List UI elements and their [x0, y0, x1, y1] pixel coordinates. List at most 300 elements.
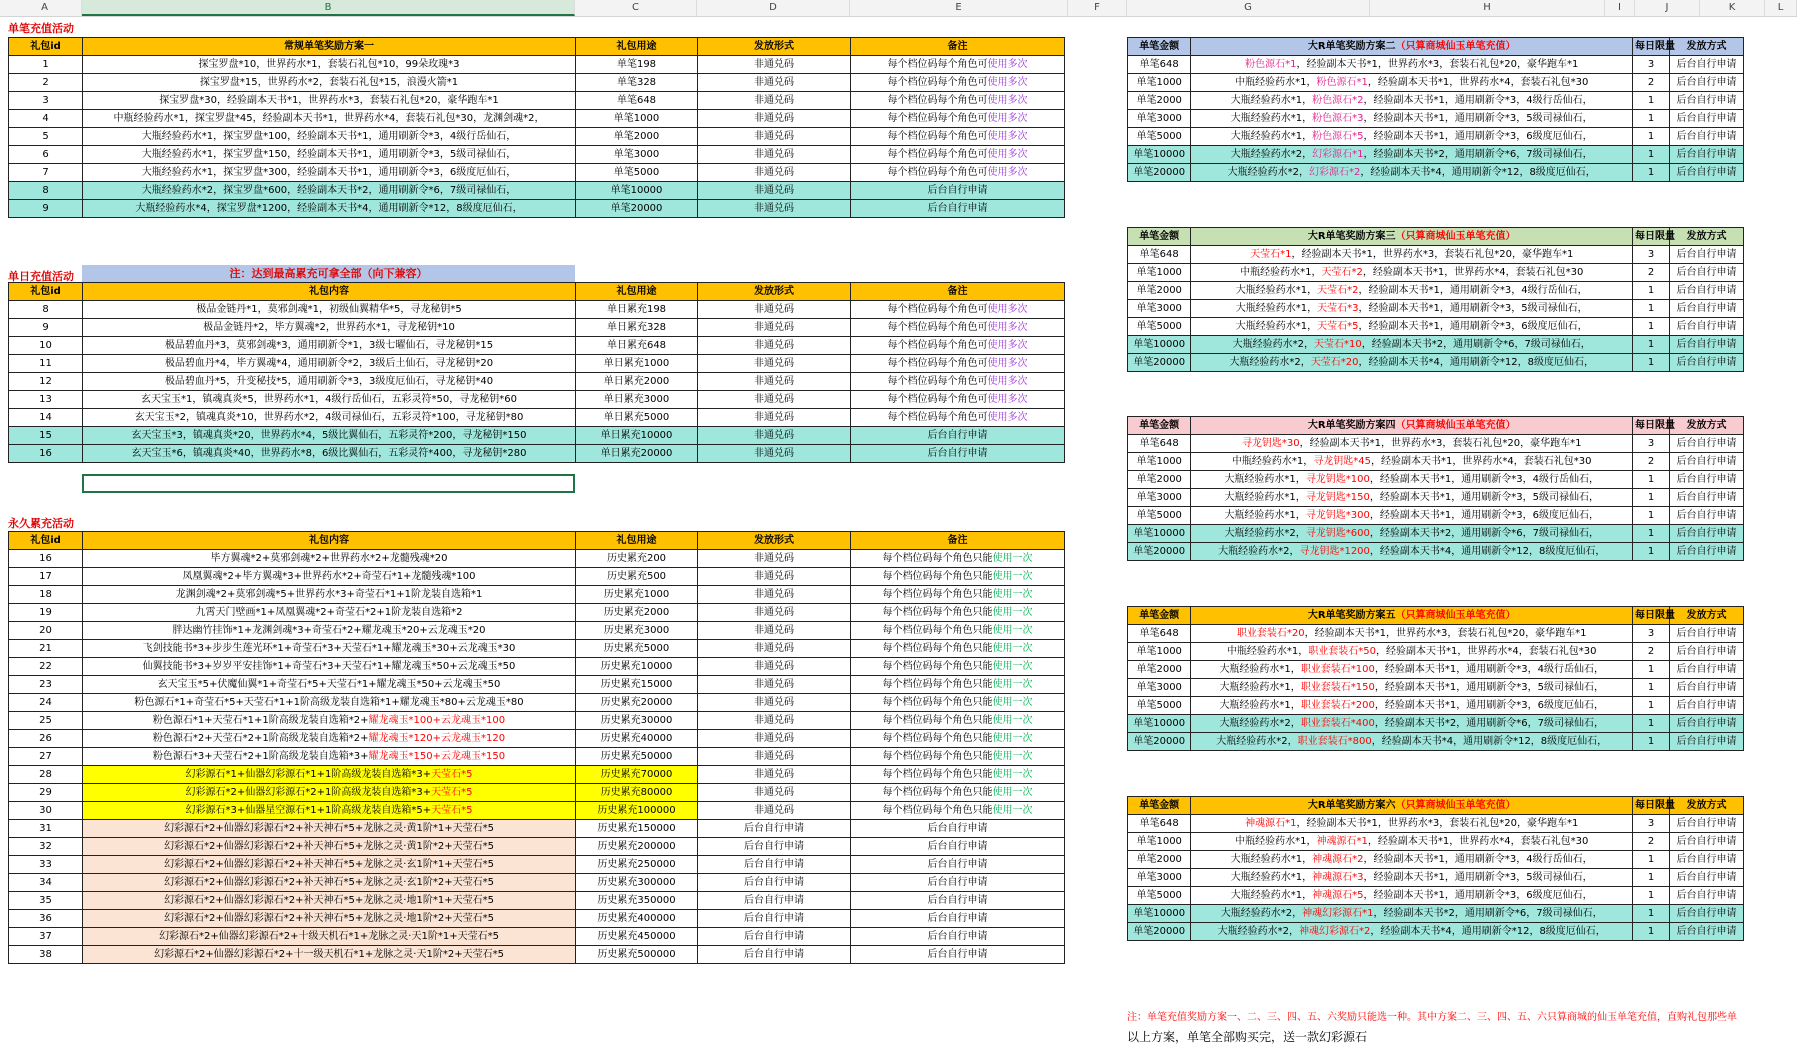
row-use[interactable] — [576, 74, 698, 92]
plan-limit[interactable] — [1633, 246, 1670, 264]
row-use[interactable] — [576, 658, 698, 676]
row-note[interactable] — [851, 128, 1065, 146]
row-note[interactable] — [851, 146, 1065, 164]
plan-header-amount[interactable] — [1128, 607, 1191, 625]
plan-limit[interactable] — [1633, 887, 1670, 905]
plan-method[interactable] — [1670, 489, 1744, 507]
row-note[interactable] — [851, 110, 1065, 128]
row-note[interactable] — [851, 200, 1065, 218]
plan-content[interactable] — [1191, 887, 1633, 905]
plan-amount[interactable] — [1128, 679, 1191, 697]
plan-limit[interactable] — [1633, 833, 1670, 851]
column-header-K[interactable]: K — [1700, 0, 1765, 16]
column-header-F[interactable]: F — [1068, 0, 1127, 16]
plan-content[interactable] — [1191, 282, 1633, 300]
daily-charge-table-header-0[interactable] — [9, 283, 83, 301]
row-form[interactable] — [698, 928, 851, 946]
row-form[interactable] — [698, 784, 851, 802]
single-charge-table-header-3[interactable] — [698, 38, 851, 56]
plan-method[interactable] — [1670, 74, 1744, 92]
row-use[interactable] — [576, 838, 698, 856]
row-form[interactable] — [698, 658, 851, 676]
row-note[interactable] — [851, 658, 1065, 676]
plan-content[interactable] — [1191, 164, 1633, 182]
plan-content[interactable] — [1191, 715, 1633, 733]
row-form[interactable] — [698, 838, 851, 856]
plan-content[interactable] — [1191, 56, 1633, 74]
row-content[interactable] — [83, 784, 576, 802]
plan-amount[interactable] — [1128, 146, 1191, 164]
row-id[interactable] — [9, 319, 83, 337]
row-note[interactable] — [851, 892, 1065, 910]
plan-method[interactable] — [1670, 471, 1744, 489]
row-form[interactable] — [698, 110, 851, 128]
plan-amount[interactable] — [1128, 318, 1191, 336]
plan-limit[interactable] — [1633, 300, 1670, 318]
row-use[interactable] — [576, 110, 698, 128]
row-content[interactable] — [83, 658, 576, 676]
plan-method[interactable] — [1670, 264, 1744, 282]
plan-limit[interactable] — [1633, 435, 1670, 453]
column-header-G[interactable]: G — [1127, 0, 1370, 16]
row-note[interactable] — [851, 568, 1065, 586]
plan-header-method[interactable] — [1670, 38, 1744, 56]
plan-header-method[interactable] — [1670, 797, 1744, 815]
plan-amount[interactable] — [1128, 715, 1191, 733]
row-note[interactable] — [851, 910, 1065, 928]
plan-limit[interactable] — [1633, 471, 1670, 489]
row-content[interactable] — [83, 622, 576, 640]
row-use[interactable] — [576, 748, 698, 766]
row-id[interactable] — [9, 146, 83, 164]
row-use[interactable] — [576, 128, 698, 146]
row-note[interactable] — [851, 301, 1065, 319]
row-content[interactable] — [83, 640, 576, 658]
plan-limit[interactable] — [1633, 697, 1670, 715]
row-content[interactable] — [83, 110, 576, 128]
plan-method[interactable] — [1670, 318, 1744, 336]
row-content[interactable] — [83, 337, 576, 355]
column-header-D[interactable]: D — [697, 0, 850, 16]
row-content[interactable] — [83, 568, 576, 586]
row-content[interactable] — [83, 301, 576, 319]
plan-content[interactable] — [1191, 661, 1633, 679]
row-id[interactable] — [9, 730, 83, 748]
plan-content[interactable] — [1191, 697, 1633, 715]
row-id[interactable] — [9, 802, 83, 820]
row-id[interactable] — [9, 748, 83, 766]
plan-amount[interactable] — [1128, 905, 1191, 923]
plan-amount[interactable] — [1128, 815, 1191, 833]
row-use[interactable] — [576, 586, 698, 604]
plan-amount[interactable] — [1128, 625, 1191, 643]
plan-header-amount[interactable] — [1128, 417, 1191, 435]
row-form[interactable] — [698, 200, 851, 218]
row-note[interactable] — [851, 74, 1065, 92]
row-id[interactable] — [9, 622, 83, 640]
plan-header-method[interactable] — [1670, 417, 1744, 435]
plan-method[interactable] — [1670, 679, 1744, 697]
row-use[interactable] — [576, 604, 698, 622]
row-note[interactable] — [851, 694, 1065, 712]
column-header-E[interactable]: E — [850, 0, 1068, 16]
row-use[interactable] — [576, 820, 698, 838]
row-form[interactable] — [698, 182, 851, 200]
row-note[interactable] — [851, 427, 1065, 445]
row-id[interactable] — [9, 928, 83, 946]
plan-content[interactable] — [1191, 923, 1633, 941]
row-content[interactable] — [83, 56, 576, 74]
row-form[interactable] — [698, 946, 851, 964]
plan-header-amount[interactable] — [1128, 38, 1191, 56]
row-use[interactable] — [576, 856, 698, 874]
row-form[interactable] — [698, 373, 851, 391]
row-id[interactable] — [9, 409, 83, 427]
plan-method[interactable] — [1670, 164, 1744, 182]
plan-amount[interactable] — [1128, 282, 1191, 300]
plan-limit[interactable] — [1633, 354, 1670, 372]
plan-limit[interactable] — [1633, 282, 1670, 300]
row-content[interactable] — [83, 586, 576, 604]
plan-limit[interactable] — [1633, 851, 1670, 869]
column-header-H[interactable]: H — [1370, 0, 1605, 16]
plan-method[interactable] — [1670, 92, 1744, 110]
row-form[interactable] — [698, 568, 851, 586]
row-use[interactable] — [576, 92, 698, 110]
row-use[interactable] — [576, 892, 698, 910]
plan-method[interactable] — [1670, 625, 1744, 643]
row-use[interactable] — [576, 802, 698, 820]
plan-content[interactable] — [1191, 525, 1633, 543]
plan-amount[interactable] — [1128, 128, 1191, 146]
plan-method[interactable] — [1670, 543, 1744, 561]
daily-charge-table-header-4[interactable] — [851, 283, 1065, 301]
plan-amount[interactable] — [1128, 164, 1191, 182]
column-header-A[interactable]: A — [8, 0, 82, 16]
plan-limit[interactable] — [1633, 146, 1670, 164]
plan-amount[interactable] — [1128, 110, 1191, 128]
single-charge-table-header-1[interactable] — [83, 38, 576, 56]
row-form[interactable] — [698, 92, 851, 110]
plan-amount[interactable] — [1128, 643, 1191, 661]
row-note[interactable] — [851, 766, 1065, 784]
row-note[interactable] — [851, 712, 1065, 730]
plan-method[interactable] — [1670, 833, 1744, 851]
row-note[interactable] — [851, 676, 1065, 694]
plan-method[interactable] — [1670, 733, 1744, 751]
permanent-table-header-1[interactable] — [83, 532, 576, 550]
row-form[interactable] — [698, 391, 851, 409]
row-id[interactable] — [9, 874, 83, 892]
row-use[interactable] — [576, 712, 698, 730]
row-content[interactable] — [83, 373, 576, 391]
single-charge-table-header-0[interactable] — [9, 38, 83, 56]
plan-method[interactable] — [1670, 146, 1744, 164]
row-content[interactable] — [83, 712, 576, 730]
plan-limit[interactable] — [1633, 489, 1670, 507]
single-charge-table-header-2[interactable] — [576, 38, 698, 56]
plan-content[interactable] — [1191, 354, 1633, 372]
row-form[interactable] — [698, 712, 851, 730]
row-form[interactable] — [698, 640, 851, 658]
row-content[interactable] — [83, 820, 576, 838]
row-id[interactable] — [9, 784, 83, 802]
plan-limit[interactable] — [1633, 92, 1670, 110]
row-id[interactable] — [9, 820, 83, 838]
row-use[interactable] — [576, 337, 698, 355]
plan-limit[interactable] — [1633, 110, 1670, 128]
row-note[interactable] — [851, 748, 1065, 766]
row-content[interactable] — [83, 355, 576, 373]
plan-limit[interactable] — [1633, 525, 1670, 543]
plan-amount[interactable] — [1128, 923, 1191, 941]
row-note[interactable] — [851, 586, 1065, 604]
row-form[interactable] — [698, 56, 851, 74]
row-use[interactable] — [576, 319, 698, 337]
permanent-table-header-4[interactable] — [851, 532, 1065, 550]
plan-amount[interactable] — [1128, 56, 1191, 74]
plan-limit[interactable] — [1633, 923, 1670, 941]
row-content[interactable] — [83, 445, 576, 463]
row-content[interactable] — [83, 694, 576, 712]
plan-content[interactable] — [1191, 246, 1633, 264]
row-note[interactable] — [851, 337, 1065, 355]
plan-limit[interactable] — [1633, 905, 1670, 923]
column-header-B[interactable]: B — [82, 0, 575, 16]
plan-method[interactable] — [1670, 128, 1744, 146]
plan-amount[interactable] — [1128, 525, 1191, 543]
row-form[interactable] — [698, 74, 851, 92]
permanent-table-header-0[interactable] — [9, 532, 83, 550]
row-id[interactable] — [9, 946, 83, 964]
plan-method[interactable] — [1670, 661, 1744, 679]
row-note[interactable] — [851, 92, 1065, 110]
plan-method[interactable] — [1670, 643, 1744, 661]
row-form[interactable] — [698, 586, 851, 604]
plan-amount[interactable] — [1128, 354, 1191, 372]
row-form[interactable] — [698, 445, 851, 463]
row-use[interactable] — [576, 301, 698, 319]
row-id[interactable] — [9, 355, 83, 373]
row-form[interactable] — [698, 427, 851, 445]
row-use[interactable] — [576, 640, 698, 658]
row-content[interactable] — [83, 182, 576, 200]
row-form[interactable] — [698, 676, 851, 694]
plan-method[interactable] — [1670, 525, 1744, 543]
row-note[interactable] — [851, 838, 1065, 856]
row-id[interactable] — [9, 568, 83, 586]
row-note[interactable] — [851, 640, 1065, 658]
row-form[interactable] — [698, 892, 851, 910]
plan-amount[interactable] — [1128, 543, 1191, 561]
row-use[interactable] — [576, 391, 698, 409]
plan-content[interactable] — [1191, 453, 1633, 471]
row-form[interactable] — [698, 820, 851, 838]
plan-amount[interactable] — [1128, 697, 1191, 715]
plan-limit[interactable] — [1633, 715, 1670, 733]
row-note[interactable] — [851, 622, 1065, 640]
column-header-C[interactable]: C — [575, 0, 697, 16]
row-id[interactable] — [9, 694, 83, 712]
row-id[interactable] — [9, 445, 83, 463]
plan-limit[interactable] — [1633, 815, 1670, 833]
permanent-table-header-2[interactable] — [576, 532, 698, 550]
row-note[interactable] — [851, 355, 1065, 373]
plan-header-limit[interactable] — [1633, 228, 1676, 246]
row-form[interactable] — [698, 355, 851, 373]
plan-limit[interactable] — [1633, 453, 1670, 471]
row-form[interactable] — [698, 301, 851, 319]
plan-header-method[interactable] — [1670, 607, 1744, 625]
row-note[interactable] — [851, 928, 1065, 946]
row-note[interactable] — [851, 445, 1065, 463]
plan-header-limit[interactable] — [1633, 797, 1676, 815]
plan-limit[interactable] — [1633, 507, 1670, 525]
row-note[interactable] — [851, 604, 1065, 622]
plan-header-limit[interactable] — [1633, 607, 1676, 625]
row-use[interactable] — [576, 910, 698, 928]
row-id[interactable] — [9, 604, 83, 622]
plan-amount[interactable] — [1128, 264, 1191, 282]
plan-limit[interactable] — [1633, 164, 1670, 182]
row-content[interactable] — [83, 892, 576, 910]
row-use[interactable] — [576, 427, 698, 445]
plan-method[interactable] — [1670, 697, 1744, 715]
row-content[interactable] — [83, 200, 576, 218]
row-form[interactable] — [698, 550, 851, 568]
row-id[interactable] — [9, 712, 83, 730]
row-use[interactable] — [576, 694, 698, 712]
plan-content[interactable] — [1191, 74, 1633, 92]
row-content[interactable] — [83, 391, 576, 409]
row-note[interactable] — [851, 56, 1065, 74]
plan-amount[interactable] — [1128, 869, 1191, 887]
row-id[interactable] — [9, 676, 83, 694]
row-content[interactable] — [83, 146, 576, 164]
row-use[interactable] — [576, 146, 698, 164]
plan-limit[interactable] — [1633, 661, 1670, 679]
plan-content[interactable] — [1191, 300, 1633, 318]
row-use[interactable] — [576, 56, 698, 74]
row-use[interactable] — [576, 568, 698, 586]
row-content[interactable] — [83, 319, 576, 337]
plan-limit[interactable] — [1633, 733, 1670, 751]
plan-method[interactable] — [1670, 905, 1744, 923]
plan-limit[interactable] — [1633, 264, 1670, 282]
row-form[interactable] — [698, 164, 851, 182]
plan-amount[interactable] — [1128, 733, 1191, 751]
plan-content[interactable] — [1191, 905, 1633, 923]
plan-method[interactable] — [1670, 923, 1744, 941]
row-use[interactable] — [576, 182, 698, 200]
row-id[interactable] — [9, 586, 83, 604]
row-form[interactable] — [698, 604, 851, 622]
plan-limit[interactable] — [1633, 679, 1670, 697]
plan-header-limit[interactable] — [1633, 417, 1676, 435]
plan-amount[interactable] — [1128, 661, 1191, 679]
row-content[interactable] — [83, 730, 576, 748]
row-content[interactable] — [83, 550, 576, 568]
row-id[interactable] — [9, 640, 83, 658]
row-use[interactable] — [576, 409, 698, 427]
row-note[interactable] — [851, 856, 1065, 874]
plan-method[interactable] — [1670, 246, 1744, 264]
plan-header-amount[interactable] — [1128, 797, 1191, 815]
plan-amount[interactable] — [1128, 300, 1191, 318]
plan-method[interactable] — [1670, 869, 1744, 887]
row-id[interactable] — [9, 182, 83, 200]
row-form[interactable] — [698, 730, 851, 748]
plan-method[interactable] — [1670, 851, 1744, 869]
row-id[interactable] — [9, 164, 83, 182]
row-content[interactable] — [83, 92, 576, 110]
row-use[interactable] — [576, 676, 698, 694]
plan-amount[interactable] — [1128, 471, 1191, 489]
row-id[interactable] — [9, 110, 83, 128]
row-note[interactable] — [851, 164, 1065, 182]
row-use[interactable] — [576, 766, 698, 784]
plan-method[interactable] — [1670, 282, 1744, 300]
row-content[interactable] — [83, 910, 576, 928]
row-note[interactable] — [851, 802, 1065, 820]
plan-amount[interactable] — [1128, 336, 1191, 354]
plan-content[interactable] — [1191, 471, 1633, 489]
row-note[interactable] — [851, 784, 1065, 802]
row-use[interactable] — [576, 874, 698, 892]
plan-amount[interactable] — [1128, 453, 1191, 471]
plan-limit[interactable] — [1633, 869, 1670, 887]
plan-content[interactable] — [1191, 679, 1633, 697]
row-use[interactable] — [576, 445, 698, 463]
row-form[interactable] — [698, 748, 851, 766]
row-use[interactable] — [576, 946, 698, 964]
row-id[interactable] — [9, 838, 83, 856]
row-content[interactable] — [83, 748, 576, 766]
plan-header-method[interactable] — [1670, 228, 1744, 246]
plan-method[interactable] — [1670, 300, 1744, 318]
permanent-table-header-3[interactable] — [698, 532, 851, 550]
row-use[interactable] — [576, 373, 698, 391]
row-note[interactable] — [851, 182, 1065, 200]
row-id[interactable] — [9, 391, 83, 409]
row-form[interactable] — [698, 128, 851, 146]
plan-content[interactable] — [1191, 643, 1633, 661]
plan-content[interactable] — [1191, 92, 1633, 110]
plan-method[interactable] — [1670, 56, 1744, 74]
row-form[interactable] — [698, 319, 851, 337]
row-id[interactable] — [9, 128, 83, 146]
row-id[interactable] — [9, 892, 83, 910]
plan-limit[interactable] — [1633, 128, 1670, 146]
plan-content[interactable] — [1191, 146, 1633, 164]
row-use[interactable] — [576, 730, 698, 748]
plan-header-amount[interactable] — [1128, 228, 1191, 246]
daily-charge-table-header-2[interactable] — [576, 283, 698, 301]
row-id[interactable] — [9, 658, 83, 676]
row-content[interactable] — [83, 164, 576, 182]
plan-header-limit[interactable] — [1633, 38, 1676, 56]
row-form[interactable] — [698, 802, 851, 820]
plan-method[interactable] — [1670, 110, 1744, 128]
row-id[interactable] — [9, 337, 83, 355]
row-id[interactable] — [9, 856, 83, 874]
row-note[interactable] — [851, 820, 1065, 838]
plan-limit[interactable] — [1633, 74, 1670, 92]
row-content[interactable] — [83, 604, 576, 622]
row-content[interactable] — [83, 427, 576, 445]
row-id[interactable] — [9, 301, 83, 319]
row-id[interactable] — [9, 427, 83, 445]
